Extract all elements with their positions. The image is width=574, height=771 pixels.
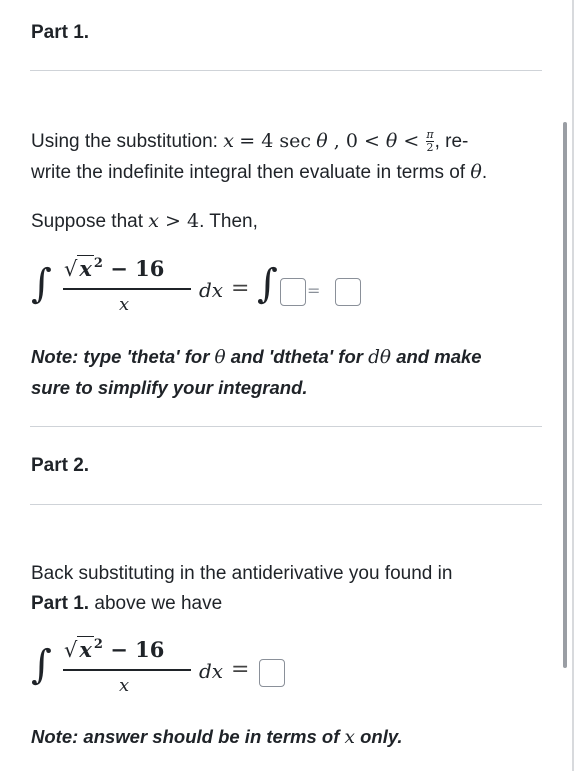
divider [30, 70, 542, 71]
part2-heading: Part 2. [31, 455, 90, 476]
fraction-bar [63, 669, 191, 671]
part2-text-1: Back substituting in the antiderivative you found in [31, 563, 453, 584]
fraction-bar [63, 288, 191, 290]
scrollbar[interactable] [563, 122, 567, 668]
note-line2: sure to simplify your integrand. [31, 377, 308, 398]
integrand-input[interactable] [280, 278, 306, 306]
suppose-label: Suppose that [31, 211, 143, 232]
divider [30, 504, 542, 505]
dx-label: dx [199, 659, 224, 683]
equals-sign: = [231, 657, 250, 682]
instruction-text-2: , re- [434, 131, 469, 152]
suppose-text: Suppose that x > 4. Then, [31, 210, 258, 232]
denominator-x: x [119, 675, 130, 696]
sqrt-numerator: √x $^2$ − 16 [64, 637, 165, 662]
sqrt-numerator: √x $^2$ − 16 [64, 256, 165, 281]
integral-sign-2: ∫ [257, 261, 278, 307]
part1-instruction: Using the substitution: x = 4 sec θ , $0 < \theta < \frac{\pi}{2}$ , re- write the indefinite integral then evaluate in terms of θ. [31, 128, 488, 183]
part2-note: Note: answer should be in terms of x only. [31, 726, 403, 748]
part1-note: Note: type 'theta' for θ and 'dtheta' for dθ and make sure to simplify your integrand. [31, 346, 482, 398]
note-text-c: and make [391, 346, 482, 367]
divider [30, 426, 542, 427]
note-text-a: Note: type 'theta' for [31, 346, 215, 367]
note-text-b: and 'dtheta' for [225, 346, 369, 367]
part1-equation [31, 256, 361, 326]
part2-equation [31, 637, 291, 707]
answer-input-part2[interactable] [259, 659, 285, 687]
integral-sign: ∫ [31, 261, 52, 307]
denominator-x: x [119, 294, 130, 315]
part2-note-text: Note: answer should be in terms of [31, 726, 345, 747]
dx-label: dx [199, 278, 224, 302]
integral-sign: ∫ [31, 642, 52, 688]
part2-instruction [31, 559, 546, 619]
part2-text-2: above we have [89, 593, 223, 614]
instruction-line2: write the indefinite integral then evaluate in terms of [31, 162, 471, 183]
mini-equals: = [307, 281, 321, 300]
part1-heading: Part 1. [31, 22, 90, 43]
suppose-tail: . Then, [199, 211, 258, 232]
instruction-text: Using the substitution: [31, 131, 218, 152]
part2-bold: Part 1. [31, 593, 90, 614]
answer-input-part1[interactable] [335, 278, 361, 306]
equals-sign: = [231, 276, 250, 301]
part2-note-tail: only. [354, 726, 403, 747]
